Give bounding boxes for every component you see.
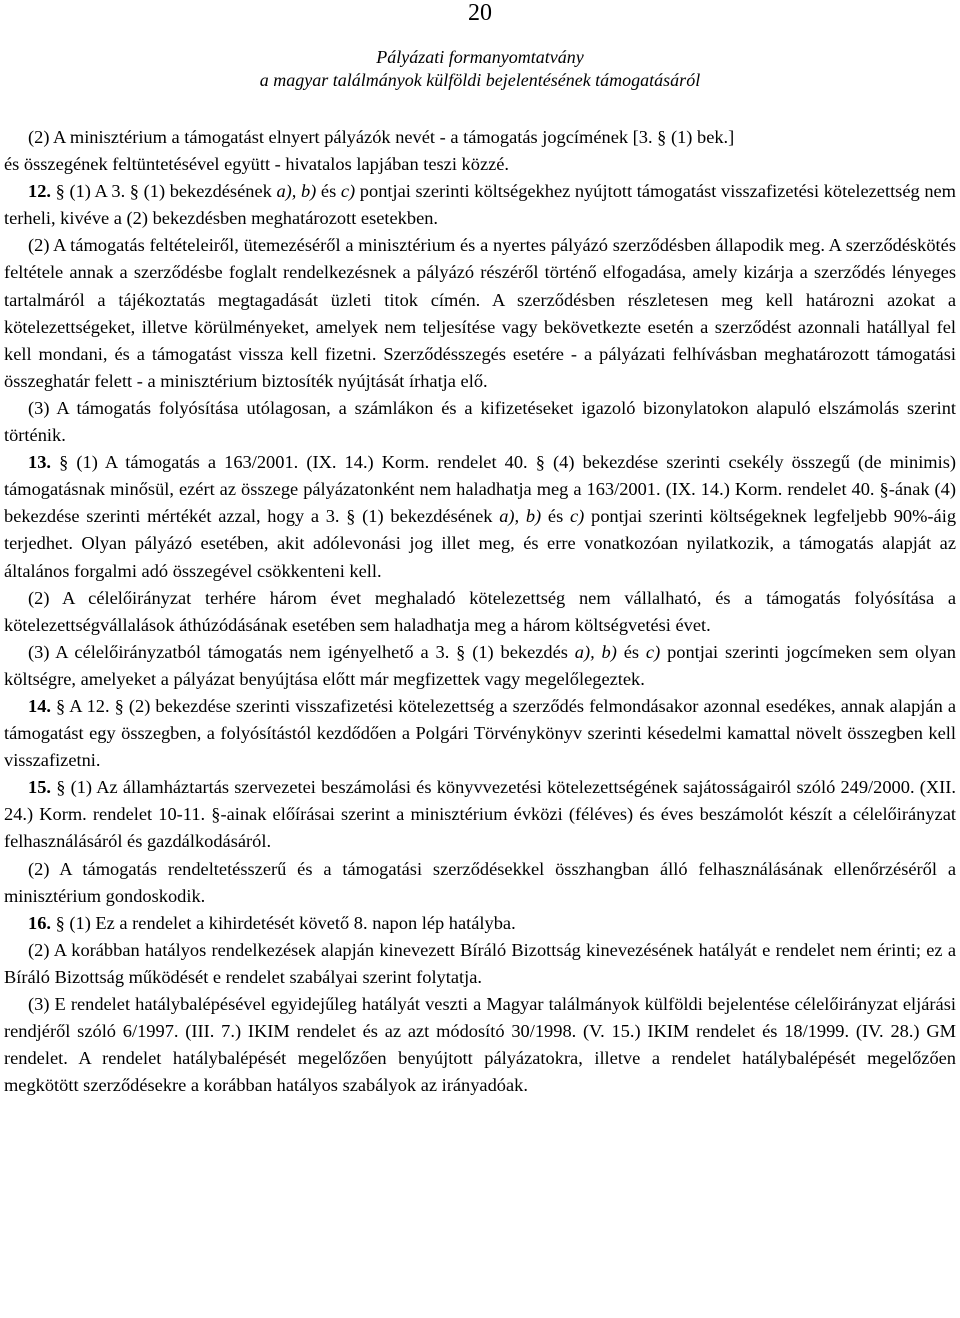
section-12-number: 12. [28,181,51,202]
section-13-paragraph-2: (2) A célelőirányzat terhére három évet meghaladó kötelezettség nem vállalható, és a támogatás folyósítása a kötelezettségvállalások áthúzódásának esetében sem haladhatja meg a három költségvetési évet. [4,587,956,635]
section-12-paragraph-2: (2) A támogatás feltételeiről, ütemezéséről a minisztérium és a nyertes pályázó szerződésben állapodik meg. A szerződéskötés feltétele annak a szerződésbe foglalt rendelkezésnek a pályázó részéről történő elfogadása, amely kizárja a szerződés lényeges tartalmáról a tájékoztatás megtagadását üzleti titok címén. A szerződésben részletesen meg kell határozni azokat a kötelezettségeket, illetve körülményeket, amelyek nem teljesítése vagy bekövetkezte esetén a szerződést azonnali hatállyal fel kell mondani, és a támogatást vissza kell fizetni. Szerződésszegés esetére - a pályázati felhívásban meghatározott támogatási összeghatár felett - a minisztérium biztosíték nyújtását írhatja elő. [4,235,956,391]
section-16-paragraph-3: (3) E rendelet hatálybalépésével egyidejűleg hatályát veszti a Magyar találmányok külföldi bejelentése célelőirányzat eljárási rendjéről szóló 6/1997. (III. 7.) IKIM rendelet és az azt módosító 30/1998. (V. 15.) IKIM rendelet és 18/1999. (IV. 28.) GM rendelet. A rendelet hatálybalépését megelőzően benyújtott pályázatokra, illetve a rendelet hatálybalépését megelőzően megkötött szerződésekre a korábban hatályos szabályok az irányadóak. [4,994,956,1096]
section-14-number: 14. [28,695,51,716]
section-16-paragraph-1: 16. § (1) Ez a rendelet a kihirdetését követő 8. napon lép hatályba. [28,912,516,933]
running-header [0,46,960,92]
section-16-number: 16. [28,912,51,933]
section-14-paragraph: 14. § A 12. § (2) bekezdése szerinti visszafizetési kötelezettség a szerződés felmondásakor azonnal esedékes, annak alapján a támogatást egy összegben, a folyósítástól kezdődően a Polgári Törvénykönyv szerinti késedelmi kamattal növelt összegben kell visszafizetni. [4,695,956,771]
header-line-2: a magyar találmányok külföldi bejelentésének támogatásáról [259,70,701,90]
paragraph-11-2-line1: (2) A minisztérium a támogatást elnyert pályázók nevét - a támogatás jogcímének [3. § (1) bek.] [28,127,735,147]
section-15-paragraph-1: 15. § (1) Az államháztartás szervezetei beszámolási és könyvvezetési kötelezettségének sajátosságairól szóló 249/2000. (XII. 24.) Korm. rendelet 10-11. §-ainak előírásai szerint a minisztérium évközi (féléves) és éves beszámolót készít a célelőirányzat felhasználásáról és gazdálkodásáról. [4,777,956,852]
section-15-number: 15. [28,777,51,798]
header-line-1: Pályázati formanyomtatvány [376,47,584,67]
page-number: 20 [468,0,492,26]
section-13-paragraph-3: (3) A célelőirányzatból támogatás nem igényelhető a 3. § (1) bekezdés a), b) és c) pontjai szerinti jogcímeken sem olyan költségre, amelyeket a pályázat benyújtása előtt már megfizettek vagy megelőlegeztek. [4,641,956,689]
section-12-paragraph-1: 12. § (1) A 3. § (1) bekezdésének a), b) és c) pontjai szerinti költségekhez nyújtott támogatást visszafizetési kötelezettség nem terheli, kivéve a (2) bekezdésben meghatározott esetekben. [4,181,956,229]
body-text [4,124,956,1099]
section-16-paragraph-2: (2) A korábban hatályos rendelkezések alapján kinevezett Bíráló Bizottság kinevezésének hatályát e rendelet nem érinti; ez a Bíráló Bizottság működését e rendelet szabályai szerint folytatja. [4,939,956,987]
section-12-paragraph-3: (3) A támogatás folyósítása utólagosan, a számlákon és a kifizetéseket igazoló bizonylatokon alapuló elszámolás szerint történik. [4,397,956,446]
section-15-paragraph-2: (2) A támogatás rendeltetésszerű és a támogatási szerződésekkel összhangban álló felhasználásának ellenőrzéséről a minisztérium gondoskodik. [4,858,956,906]
section-13-paragraph-1: 13. § (1) A támogatás a 163/2001. (IX. 14.) Korm. rendelet 40. § (4) bekezdése szerinti csekély összegű (de minimis) támogatásnak minősül, ezért az összege pályázatonként nem haladhatja meg a 163/2001. (IX. 14.) Korm. rendelet 40. §-ának (4) bekezdése szerinti mértékét azzal, hogy a 3. § (1) bekezdésének a), b) és c) pontjai szerinti költségeknek legfeljebb 90%-áig terjedhet. Olyan pályázó esetében, akit adólevonási jog illet meg, és erre vonatkozóan nyilatkozik, a támogatás alapját az általános forgalmi adó összegével csökkenteni kell. [4,452,957,581]
section-13-number: 13. [28,452,51,473]
paragraph-11-2-line2: és összegének feltüntetésével együtt - hivatalos lapjában teszi közzé. [4,154,510,175]
